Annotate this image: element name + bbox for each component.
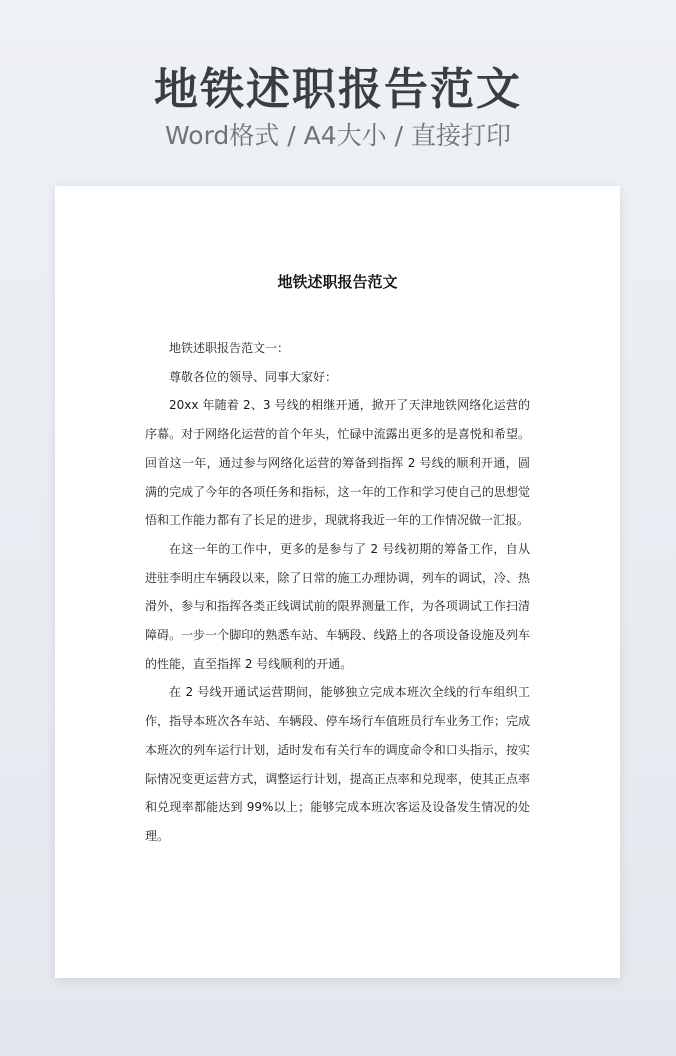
paragraph: 在这一年的工作中，更多的是参与了 2 号线初期的筹备工作，自从进驻李明庄车辆段以来，除了日常的施工办理协调，列车的调试，冷、热滑外，参与和指挥各类正线调试前的限界测量工作，为各项调试工作扫清障碍。一步一个脚印的熟悉车站、车辆段、线路上的各项设备设施及列车的性能，直至指挥 2 号线顺利的开通。 bbox=[145, 541, 530, 671]
document-title: 地铁述职报告范文 bbox=[277, 273, 398, 291]
paragraph: 地铁述职报告范文一： bbox=[169, 341, 290, 355]
paragraph: 在 2 号线开通试运营期间，能够独立完成本班次全线的行车组织工作，指导本班次各车站、车辆段、停车场行车值班员行车业务工作；完成本班次的列车运行计划，适时发布有关行车的调度命令和口头指示，按实际情况变更运营方式，调整运行计划，提高正点率和兑现率，使其正点率和兑现率都能达到 99%以上；能够完成本班次客运及设备发生情况的处理。 bbox=[145, 685, 530, 843]
document-page bbox=[55, 186, 620, 978]
document-body bbox=[145, 334, 530, 851]
paragraph: 尊敬各位的领导、同事大家好： bbox=[169, 369, 338, 384]
paragraph: 20xx 年随着 2、3 号线的相继开通，掀开了天津地铁网络化运营的序幕。对于网络化运营的首个年头，忙碌中流露出更多的是喜悦和希望。回首这一年，通过参与网络化运营的筹备到指挥 2 号线的顺利开通，圆满的完成了今年的各项任务和指标，这一年的工作和学习使自己的思想觉悟和工作能力都有了长足的进步，现就将我近一年的工作情况做一汇报。 bbox=[145, 398, 530, 528]
banner-title: 地铁述职报告范文 bbox=[154, 64, 522, 115]
banner-subtitle: Word格式 / A4大小 / 直接打印 bbox=[165, 121, 511, 150]
